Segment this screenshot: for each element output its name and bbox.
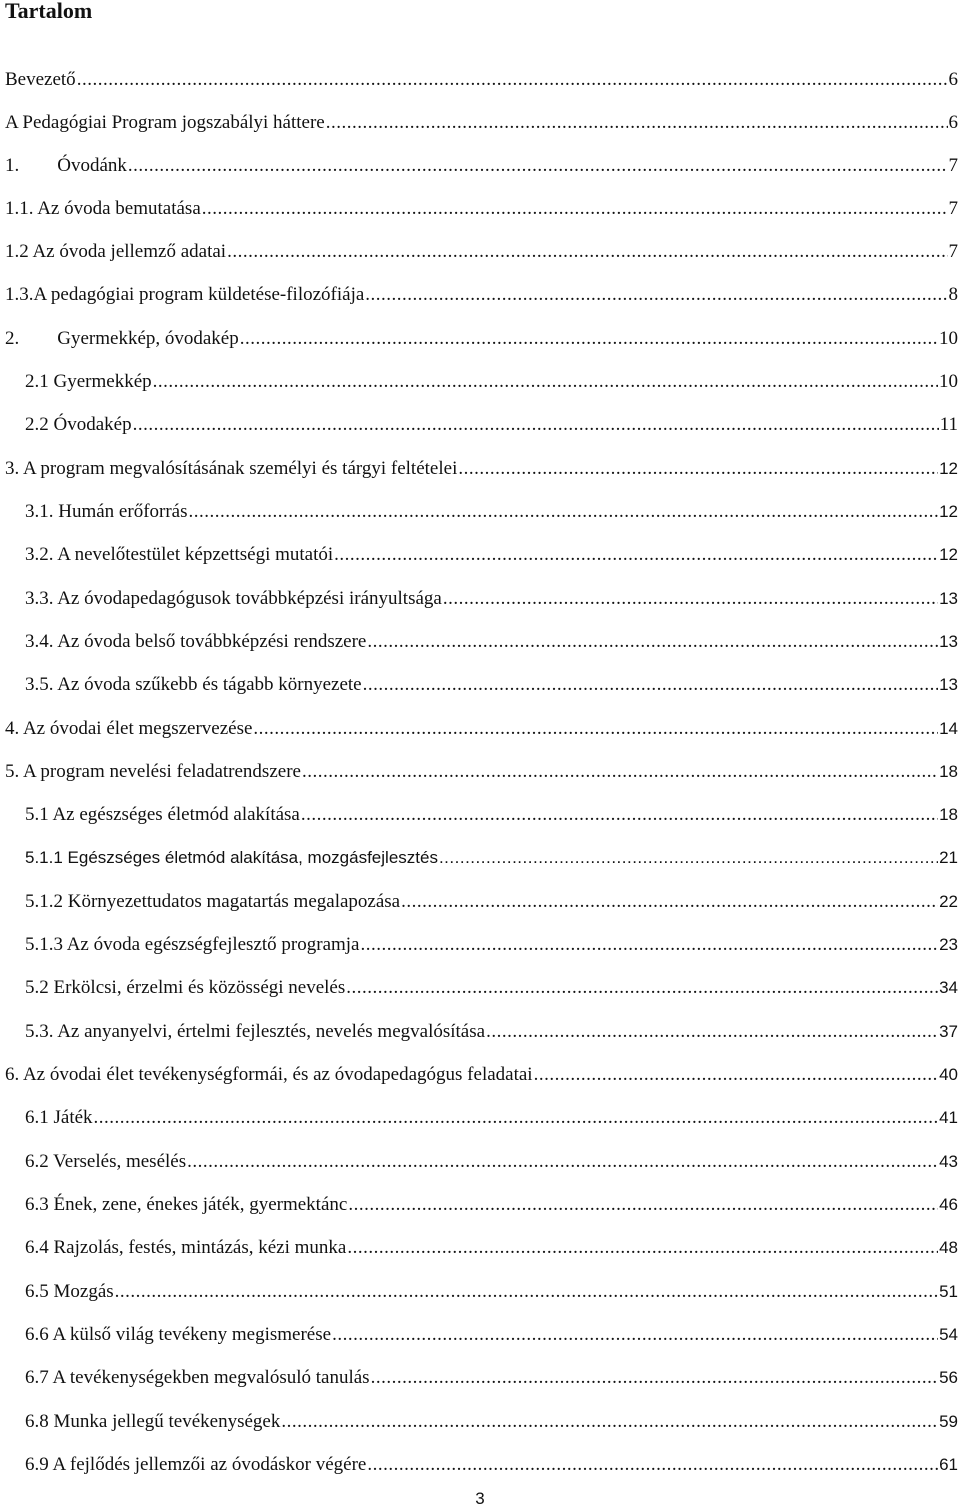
toc-entry-label: 3.5. Az óvoda szűkebb és tágabb környezete	[25, 674, 362, 695]
toc-entry-label: 5. A program nevelési feladatrendszere	[5, 761, 301, 782]
dot-leader	[253, 717, 938, 741]
toc-entry-page: 22	[939, 892, 958, 911]
toc-entry-page: 37	[939, 1022, 958, 1041]
toc-entry-label: 3.3. Az óvodapedagógusok továbbképzési irányultsága	[25, 588, 442, 609]
toc-entry-label: 5.1.3 Az óvoda egészségfejlesztő programja	[25, 934, 360, 955]
toc-entry[interactable]	[5, 105, 958, 135]
toc-entry-label: 5.2 Erkölcsi, érzelmi és közösségi nevelés	[25, 977, 346, 998]
toc-entry-page: 12	[939, 459, 958, 478]
dot-leader	[334, 543, 938, 567]
toc-entry-label: 6.9 A fejlődés jellemzői az óvodáskor végére	[25, 1454, 367, 1475]
toc-entry[interactable]	[5, 234, 958, 264]
toc-entry-label: 1.1. Az óvoda bemutatása	[5, 198, 201, 219]
toc-entry-page: 46	[939, 1195, 958, 1214]
toc-entry[interactable]	[5, 451, 958, 481]
toc-entry-page: 34	[939, 978, 958, 997]
toc-entry-label: 2. Gyermekkép, óvodakép	[5, 328, 239, 349]
dot-leader	[332, 1323, 938, 1347]
toc-entry-page: 23	[939, 935, 958, 954]
toc-entry[interactable]	[25, 1404, 958, 1434]
dot-leader	[346, 976, 938, 1000]
toc-entry-page: 56	[939, 1368, 958, 1387]
dot-leader	[458, 457, 938, 481]
toc-entry[interactable]	[25, 1447, 958, 1477]
toc-entry-page: 13	[939, 675, 958, 694]
toc-entry-label: 2.2 Óvodakép	[25, 414, 132, 435]
toc-entry-page: 11	[939, 414, 958, 435]
toc-entry-label: 6.5 Mozgás	[25, 1281, 114, 1302]
toc-entry-page: 7	[948, 155, 958, 176]
toc-entry-label: 6. Az óvodai élet tevékenységformái, és az óvodapedagógus feladatai	[5, 1064, 533, 1085]
dot-leader	[281, 1410, 938, 1434]
toc-entry-label: 3.2. A nevelőtestület képzettségi mutatói	[25, 544, 334, 565]
toc-entry-label: A Pedagógiai Program jogszabályi háttere	[5, 112, 325, 133]
dot-leader	[301, 803, 938, 827]
toc-entry-page: 12	[939, 502, 958, 521]
dot-leader	[361, 933, 939, 957]
toc-entry-label: 6.2 Verselés, mesélés	[25, 1151, 187, 1172]
dot-leader	[326, 111, 948, 135]
toc-entry-page: 6	[948, 69, 958, 90]
toc-entry[interactable]	[25, 970, 958, 1000]
toc-entry-page: 54	[939, 1325, 958, 1344]
dot-leader	[348, 1193, 938, 1217]
dot-leader	[115, 1280, 938, 1304]
toc-entry-label: 1.3.A pedagógiai program küldetése-filozófiája	[5, 284, 365, 305]
toc-entry[interactable]	[5, 62, 958, 92]
toc-entry[interactable]	[25, 884, 958, 914]
dot-leader	[367, 630, 938, 654]
toc-entry[interactable]	[25, 364, 958, 394]
toc-entry[interactable]	[25, 840, 958, 870]
toc-entry-label: 6.4 Rajzolás, festés, mintázás, kézi munka	[25, 1237, 347, 1258]
toc-entry[interactable]	[25, 581, 958, 611]
toc-entry[interactable]	[25, 494, 958, 524]
dot-leader	[240, 327, 938, 351]
toc-entry-page: 13	[939, 632, 958, 651]
dot-leader	[133, 413, 939, 437]
dot-leader	[347, 1236, 938, 1260]
dot-leader	[153, 370, 938, 394]
toc-entry[interactable]	[25, 407, 958, 437]
dot-leader	[401, 890, 938, 914]
page-number: 3	[475, 1489, 485, 1508]
toc-entry-label: 6.1 Játék	[25, 1107, 93, 1128]
dot-leader	[227, 240, 947, 264]
toc-entry-page: 41	[939, 1108, 958, 1127]
toc-entry-label: 5.3. Az anyanyelvi, értelmi fejlesztés, nevelés megvalósítása	[25, 1021, 486, 1042]
toc-entry-page: 59	[939, 1412, 958, 1431]
dot-leader	[365, 283, 947, 307]
toc-title: Tartalom	[5, 0, 93, 23]
toc-entry[interactable]	[25, 1360, 958, 1390]
dot-leader	[486, 1020, 938, 1044]
dot-leader	[187, 1150, 938, 1174]
toc-entry-page: 10	[939, 371, 958, 392]
toc-entry[interactable]	[5, 191, 958, 221]
toc-entry-label: 3.1. Humán erőforrás	[25, 501, 188, 522]
toc-entry-label: 6.8 Munka jellegű tevékenységek	[25, 1411, 281, 1432]
dot-leader	[302, 760, 938, 784]
dot-leader	[77, 68, 948, 92]
toc-entry[interactable]	[25, 667, 958, 697]
dot-leader	[94, 1106, 939, 1130]
toc-entry-page: 14	[939, 719, 958, 738]
toc-entry-page: 18	[939, 762, 958, 781]
dot-leader	[363, 673, 938, 697]
dot-leader	[534, 1063, 939, 1087]
toc-entry[interactable]	[25, 1317, 958, 1347]
toc-entry[interactable]	[25, 1187, 958, 1217]
toc-entry[interactable]	[5, 711, 958, 741]
toc-entry[interactable]	[25, 624, 958, 654]
toc-entry[interactable]	[5, 277, 958, 307]
toc-entry-page: 6	[948, 112, 958, 133]
toc-entry-page: 7	[948, 241, 958, 262]
toc-entry[interactable]	[5, 1057, 958, 1087]
toc-entry-page: 7	[948, 198, 958, 219]
toc-entry[interactable]	[25, 537, 958, 567]
toc-entry[interactable]	[5, 754, 958, 784]
toc-entry-label: Bevezető	[5, 69, 76, 90]
toc-entry-label: 5.1 Az egészséges életmód alakítása	[25, 804, 300, 825]
toc-entry[interactable]	[25, 927, 958, 957]
toc-entry-label: 6.3 Ének, zene, énekes játék, gyermektánc	[25, 1194, 348, 1215]
toc-entry[interactable]	[25, 1230, 958, 1260]
toc-entry-page: 13	[939, 589, 958, 608]
toc-entry-label: 6.7 A tevékenységekben megvalósuló tanulás	[25, 1367, 370, 1388]
dot-leader	[189, 500, 939, 524]
toc-entry[interactable]	[5, 148, 958, 178]
toc-entry-label: 4. Az óvodai élet megszervezése	[5, 718, 253, 739]
dot-leader	[202, 197, 948, 221]
toc-entry[interactable]	[25, 1144, 958, 1174]
toc-entry-page: 48	[939, 1238, 958, 1257]
toc-entry-page: 10	[939, 328, 958, 349]
toc-entry[interactable]	[25, 1274, 958, 1304]
toc-entry[interactable]	[5, 321, 958, 351]
dot-leader	[367, 1453, 938, 1477]
dot-leader	[439, 846, 938, 870]
toc-entry-page: 8	[948, 284, 958, 305]
toc-entry-label: 6.6 A külső világ tevékeny megismerése	[25, 1324, 332, 1345]
toc-entry-page: 18	[939, 805, 958, 824]
toc-entry-page: 21	[939, 848, 958, 867]
toc-entry-page: 43	[939, 1152, 958, 1171]
dot-leader	[371, 1366, 939, 1390]
toc-entry-page: 61	[939, 1455, 958, 1474]
dot-leader	[443, 587, 938, 611]
toc-entry-page: 40	[939, 1065, 958, 1084]
toc-entry-label: 5.1.2 Környezettudatos magatartás megalapozása	[25, 891, 401, 912]
dot-leader	[128, 154, 948, 178]
toc-entry-label: 1.2 Az óvoda jellemző adatai	[5, 241, 227, 262]
toc-entry-page: 12	[939, 545, 958, 564]
toc-entry-label: 1. Óvodánk	[5, 155, 127, 176]
toc-entry-label: 3.4. Az óvoda belső továbbképzési rendszere	[25, 631, 367, 652]
toc-entry-label: 5.1.1 Egészséges életmód alakítása, mozgásfejlesztés	[25, 848, 438, 867]
toc-entry[interactable]	[25, 1100, 958, 1130]
toc-entry[interactable]	[25, 1014, 958, 1044]
toc-entry-label: 2.1 Gyermekkép	[25, 371, 152, 392]
toc-entry-label: 3. A program megvalósításának személyi és tárgyi feltételei	[5, 458, 458, 479]
toc-entry[interactable]	[25, 797, 958, 827]
toc-entry-page: 51	[939, 1282, 958, 1301]
